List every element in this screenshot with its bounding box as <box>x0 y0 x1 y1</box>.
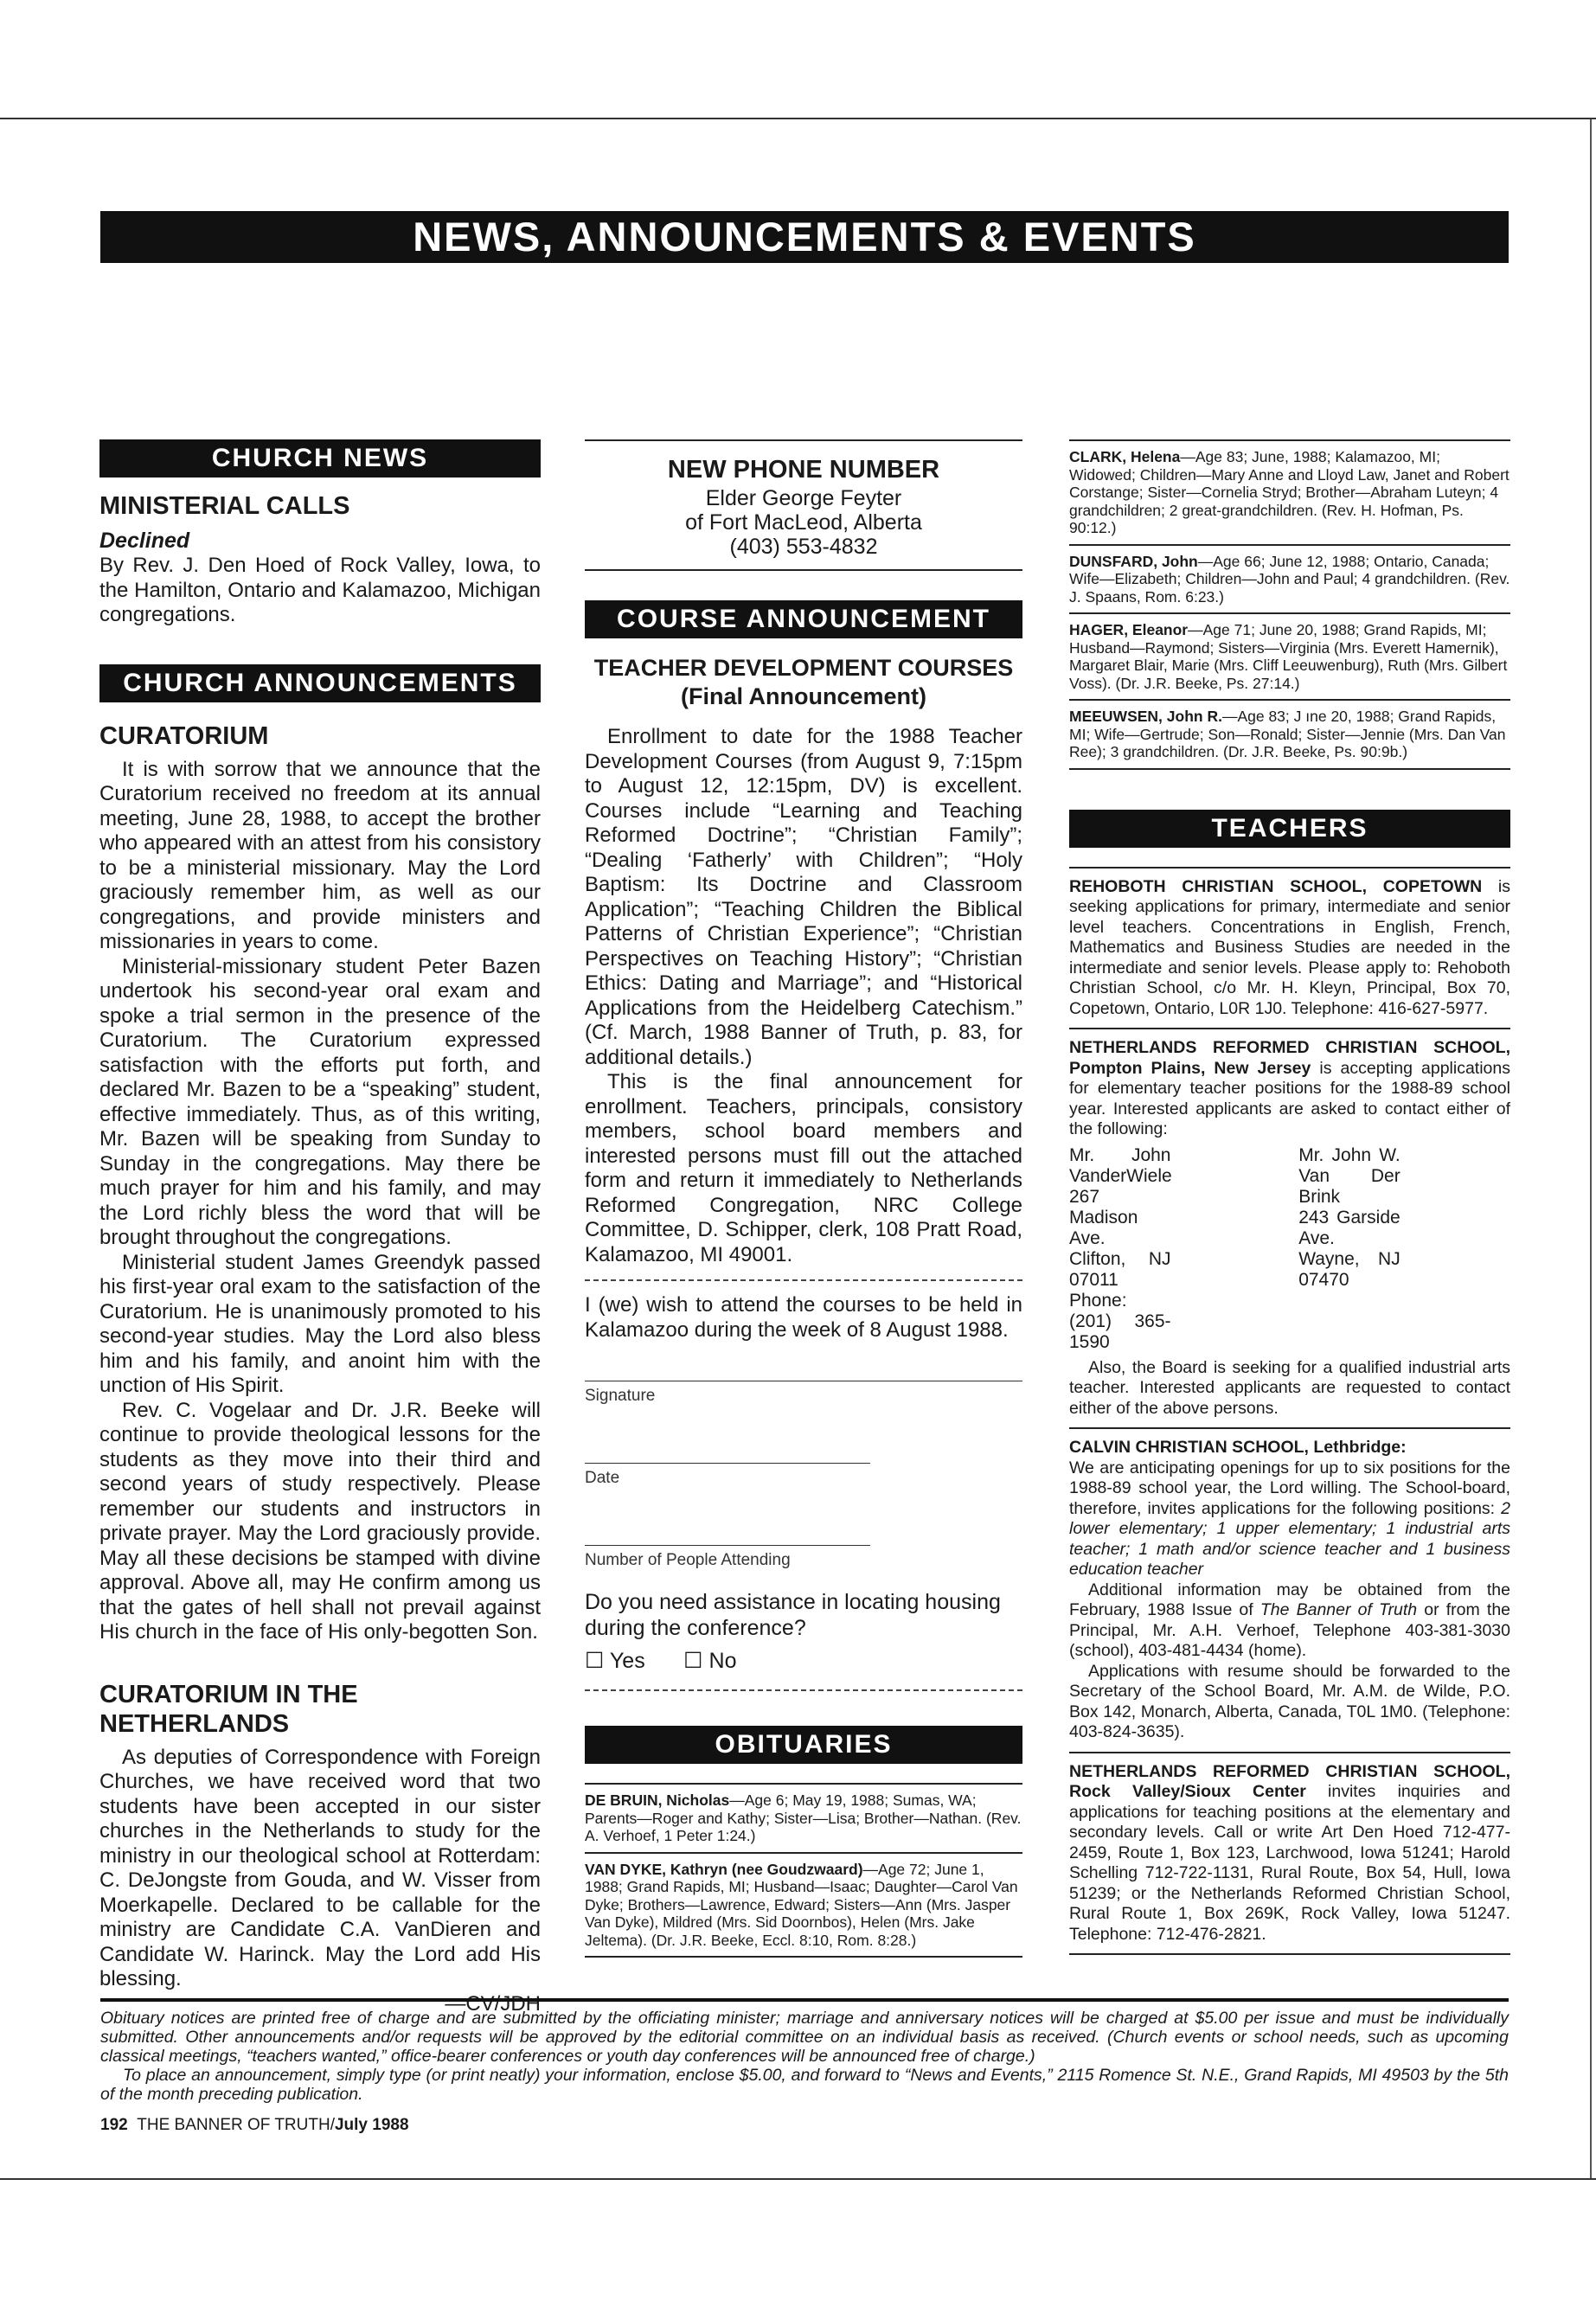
contact-address-2 <box>1298 1145 1510 1353</box>
cut-line <box>585 1279 1022 1281</box>
obituary-text: —Age 83; J ıne 20, 1988; Grand Rapids, MI; Wife—Gertrude; Son—Ronald; Sister—Jennie (Mrs. Dan Van Ree); 3 grandchildren. (Dr. J.R. Beeke, Ps. 90:9b.) <box>1069 708 1506 760</box>
address-line: Clifton, NJ 07011 <box>1069 1248 1171 1290</box>
publication-name: THE BANNER OF TRUTH/ <box>137 2116 335 2134</box>
contact-addresses <box>1069 1145 1510 1353</box>
declined-paragraph: By Rev. J. Den Hoed of Rock Valley, Iowa, to the Hamilton, Ontario and Kalamazoo, Michigan congregations. <box>99 554 541 626</box>
calvin-paragraph <box>1069 1458 1510 1580</box>
banner-title: The Banner of Truth <box>1259 1600 1418 1619</box>
rock-valley-text: invites inquiries and applications for teaching positions at the elementary and secondary levels. Call or write Art Den Hoed 712-477-2459, Route 1, Box 123, Larchwood, Iowa 51241; Harold Schelling 712-722-1131, Rural Route, Box 54, Hull, Iowa 51239; or the Netherlands Reformed Christian School, Rural Route 1, Box 269K, Rock Valley, Iowa 51247. Telephone: 712-476-2821. <box>1069 1782 1510 1944</box>
curatorium-heading: CURATORIUM <box>99 721 269 750</box>
obituary-name: DE BRUIN, Nicholas <box>585 1791 730 1809</box>
netherlands-body <box>99 1746 541 2017</box>
address-line: Wayne, NJ 07470 <box>1298 1248 1401 1290</box>
obituary-text: —Age 83; June, 1988; Kalamazoo, MI; Widowed; Children—Mary Anne and Lloyd Law, Janet and Robert Corstange; Sister—Cornelia Stryd; Brother—Abraham Luteyn; 4 grandchildren; 2 great-grandchildren. (Rev. H. Hofman, Ps. 90:12.) <box>1069 448 1509 536</box>
calvin-paragraph <box>1069 1580 1510 1662</box>
cut-line <box>585 1689 1022 1691</box>
obituary-entry <box>585 1852 1022 1958</box>
calvin-notice <box>1069 1427 1510 1752</box>
signature-label: Signature <box>585 1387 656 1405</box>
obituary-entry <box>1069 544 1510 613</box>
course-heading <box>585 654 1022 711</box>
signature-line[interactable] <box>585 1343 1022 1381</box>
phone-box <box>585 439 1022 571</box>
phone-line: (403) 553-4832 <box>729 535 878 559</box>
footer <box>100 1998 1509 2135</box>
calvin-text: or from the Principal, Mr. A.H. Verhoef, Telephone 403-381-3030 (school), 403-481-4434 (home). <box>1069 1600 1511 1660</box>
phone-line: of Fort MacLeod, Alberta <box>685 510 922 535</box>
curatorium-paragraph: Rev. C. Vogelaar and Dr. J.R. Beeke will continue to provide theological lessons for the students as they move into their third and second years of study respectively. Please remember our students and instructors in private prayer. May the Lord graciously provide. May all these decisions be stamped with divine approval. Above all, may He confirm among us that the gates of hell shall not prevail against His church in the face of His only-begotten Son. <box>99 1398 541 1644</box>
folio <box>100 2116 1509 2135</box>
address-line: 267 Madison Ave. <box>1069 1186 1138 1248</box>
issue-date: July 1988 <box>334 2116 409 2134</box>
address-line: Mr. John W. Van Der Brink <box>1298 1144 1401 1207</box>
page-number: 192 <box>100 2116 128 2134</box>
course-body <box>585 725 1022 1267</box>
footer-note-paragraph: Obituary notices are printed free of charge and are submitted by the officiating minister; marriage and anniversary notices will be charged at $5.00 per issue and must be individually submitted. Other announcements and/or requests will be approved by the editorial committee on an individual basis as received. (Church events or school needs, such as upcoming classical meetings, “teachers wanted,” office-bearer conferences or youth day conferences will be announced free of charge.) <box>100 2009 1509 2066</box>
yes-checkbox[interactable]: ☐ Yes <box>585 1649 645 1673</box>
bottom-rule <box>0 2178 1596 2180</box>
column-left <box>99 439 541 2016</box>
curatorium-body <box>99 758 541 1645</box>
netherlands-paragraph: As deputies of Correspondence with Foreign Churches, we have received word that two students have been accepted in our sister churches in the Netherlands to study for the ministry in our theological school at Rotterdam: C. DeJongste from Gouda, and W. Visser from Moerkapelle. Declared to be callable for the ministry are Candidate C.A. VanDieren and Candidate W. Harinck. May the Lord add His blessing. <box>99 1745 541 1990</box>
course-announcement-bar: COURSE ANNOUNCEMENT <box>585 600 1022 638</box>
form-text <box>585 1293 1022 1343</box>
footer-note <box>100 2009 1509 2104</box>
obituary-text: —Age 71; June 20, 1988; Grand Rapids, MI; Husband—Raymond; Sisters—Virginia (Mrs. Everett Hamernik), Margaret Blair, Marie (Mrs. Cliff Leeuwenburg), Ruth (Mrs. Gilbert Voss). (Dr. J.R. Beeke, Ps. 27:14.) <box>1069 621 1508 692</box>
people-label: Number of People Attending <box>585 1551 791 1569</box>
footer-note-paragraph: To place an announcement, simply type (or print neatly) your information, enclose $5.00, and forward to “News and Events,” 2115 Romence St. N.E., Grand Rapids, MI 49503 by the 5th of the month preceding publication. <box>100 2066 1509 2104</box>
obituaries-bar: OBITUARIES <box>585 1726 1022 1764</box>
housing-options <box>585 1648 1022 1674</box>
address-line: Phone: (201) 365-1590 <box>1069 1290 1171 1352</box>
rock-valley-notice <box>1069 1752 1510 1956</box>
curatorium-paragraph: It is with sorrow that we announce that the Curatorium received no freedom at its annual meeting, June 28, 1988, to accept the brother who appeared with an attest from his consistory to be a ministerial missionary. May the Lord graciously remember him, as well as our congregations, and provide ministers and missionaries in years to come. <box>99 757 541 953</box>
address-line: 243 Garside Ave. <box>1298 1207 1401 1248</box>
column-right <box>1069 439 1510 1955</box>
curatorium-paragraph: Ministerial-missionary student Peter Bazen undertook his second-year oral exam and spoke a trial sermon in the presence of the Curatorium. The Curatorium expressed satisfaction with the efforts put forth, and declared Mr. Bazen to be a “speaking” student, effective immediately. Thus, as of this writing, Mr. Bazen will be speaking from Sunday to Sunday in the congregations. May there be much prayer for him and his family, and may the Lord richly bless the word that will be brought throughout the congregations. <box>99 954 541 1249</box>
calvin-text: We are anticipating openings for up to six positions for the 1988-89 school year, the Lord willing. The School-board, therefore, invites applications for the following positions: <box>1069 1458 1510 1518</box>
obituary-entry <box>1069 612 1510 699</box>
obituary-text: —Age 6; May 19, 1988; Sumas, WA; Parents—Roger and Kathy; Sister—Lisa; Brother—Nathan. (Rev. A. Verhoef, 1 Peter 1:24.) <box>585 1791 1022 1844</box>
nrcs-notice <box>1069 1028 1510 1427</box>
rehoboth-text: is seeking applications for primary, intermediate and senior level teachers. Concentrations in English, French, Mathematics and Business Studies are needed in the intermediate and senior levels. Please apply to: Rehoboth Christian School, c/o Mr. H. Kleyn, Principal, Box 70, Copetown, Ontario, L0R 1J0. Telephone: 416-627-5977. <box>1069 876 1510 1018</box>
column-middle <box>585 439 1022 1958</box>
church-announcements-bar: CHURCH ANNOUNCEMENTS <box>99 664 541 702</box>
obituary-text: —Age 72; June 1, 1988; Grand Rapids, MI; Husband—Isaac; Daughter—Carol Van Dyke; Brothers—Lawrence, Edward; Sisters—Ann (Mrs. Jasper Van Dyke), Mildred (Mrs. Sid Doornbos), Helen (Mrs. Jake Jeltema). (Dr. J.R. Beeke, Eccl. 8:10, Rom. 8:28.) <box>585 1860 1018 1949</box>
calvin-positions: 2 lower elementary; 1 upper elementary; 1 industrial arts teacher; 1 math and/or science teacher and 1 business education teacher <box>1069 1498 1510 1579</box>
obituary-text: —Age 66; June 12, 1988; Ontario, Canada; Wife—Elizabeth; Children—John and Paul; 4 grandchildren. (Rev. J. Spaans, Rom. 6:23.) <box>1069 552 1510 606</box>
curatorium-paragraph: Ministerial student James Greendyk passed his first-year oral exam to the satisfaction of the Curatorium. He is unanimously promoted to his second-year studies. May the Lord also bless him and his family, and anoint him with the unction of His Spirit. <box>99 1250 541 1397</box>
declined-subheading: Declined <box>99 529 190 553</box>
obituary-entry <box>1069 439 1510 544</box>
calvin-text: Additional information may be obtained from the February, 1988 Issue of <box>1069 1580 1510 1619</box>
nrcs-text: is accepting applications for elementary teacher positions for the 1988-89 school year. Interested applicants are asked to contact either of the following: <box>1069 1058 1510 1138</box>
ministerial-calls-heading: MINISTERIAL CALLS <box>99 492 350 520</box>
contact-address-1 <box>1069 1145 1281 1353</box>
phone-line: Elder George Feyter <box>705 486 902 510</box>
course-title: TEACHER DEVELOPMENT COURSES <box>593 655 1014 681</box>
course-paragraph: This is the final announcement for enrollment. Teachers, principals, consistory members, school board members and interested persons must fill out the attached form and return it immediately to Netherlands Reformed Congregation, NRC College Committee, D. Schipper, clerk, 108 Pratt Road, Kalamazoo, MI 49001. <box>585 1070 1022 1266</box>
address-line: Mr. John VanderWiele <box>1069 1144 1172 1186</box>
obituary-entry <box>1069 699 1510 770</box>
top-rule <box>0 118 1596 119</box>
date-label: Date <box>585 1469 620 1487</box>
people-line[interactable] <box>585 1507 870 1546</box>
teachers-bar: TEACHERS <box>1069 810 1510 848</box>
phone-title: NEW PHONE NUMBER <box>667 456 940 484</box>
date-line[interactable] <box>585 1425 870 1464</box>
obituary-name: MEEUWSEN, John R. <box>1069 708 1222 725</box>
course-subtitle: (Final Announcement) <box>681 683 926 709</box>
rehoboth-notice <box>1069 867 1510 1029</box>
obituaries-list-b <box>1069 439 1510 770</box>
nrcs-school-name: NETHERLANDS REFORMED CHRISTIAN SCHOOL, Pompton Plains, New Jersey <box>1069 1038 1510 1078</box>
netherlands-heading: CURATORIUM IN THE NETHERLANDS <box>99 1680 358 1738</box>
signoff: —CV/JDH <box>445 1991 541 2016</box>
calvin-paragraph: Applications with resume should be forwarded to the Secretary of the School Board, Mr. A.M. de Wilde, P.O. Box 142, Monarch, Alberta, Canada, T0L 1M0. (Telephone: 403-824-3635). <box>1069 1661 1510 1741</box>
church-news-bar: CHURCH NEWS <box>99 439 541 478</box>
form-paragraph: I (we) wish to attend the courses to be held in Kalamazoo during the week of 8 August 1988. <box>585 1293 1022 1342</box>
nrcs-also-text: Also, the Board is seeking for a qualified industrial arts teacher. Interested applicants are requested to contact either of the above persons. <box>1069 1357 1510 1418</box>
rock-valley-school-name: NETHERLANDS REFORMED CHRISTIAN SCHOOL, Rock Valley/Sioux Center <box>1069 1761 1510 1801</box>
obituary-entry <box>585 1783 1022 1852</box>
masthead: NEWS, ANNOUNCEMENTS & EVENTS <box>100 211 1509 263</box>
page-edge <box>1590 119 1592 2178</box>
obituaries-list-a <box>585 1783 1022 1958</box>
course-paragraph: Enrollment to date for the 1988 Teacher Development Courses (from August 9, 7:15pm to August 12, 12:15pm, DV) is excellent. Courses include “Learning and Teaching Reformed Doctrine”; “Christian Family”; “Dealing ‘Fatherly’ with Children”; “Holy Baptism: Its Doctrine and Classroom Application”; “Teaching Children the Biblical Patterns of Christian Experience”; “Christian Perspectives on Teaching History”; “Christian Ethics: Dating and Marriage”; and “Historical Applications from the Heidelberg Catechism.” (Cf. March, 1988 Banner of Truth, p. 83, for additional details.) <box>585 725 1022 1069</box>
rehoboth-school-name: REHOBOTH CHRISTIAN SCHOOL, COPETOWN <box>1069 876 1483 896</box>
obituary-name: CLARK, Helena <box>1069 448 1181 465</box>
obituary-name: DUNSFARD, John <box>1069 552 1198 570</box>
obituary-name: VAN DYKE, Kathryn (nee Goudzwaard) <box>585 1860 863 1878</box>
calvin-school-name: CALVIN CHRISTIAN SCHOOL, Lethbridge: <box>1069 1438 1407 1457</box>
declined-text <box>99 554 541 628</box>
no-checkbox[interactable]: ☐ No <box>683 1649 737 1673</box>
obituary-name: HAGER, Eleanor <box>1069 621 1189 638</box>
housing-question: Do you need assistance in locating housing during the conference? <box>585 1590 1001 1640</box>
